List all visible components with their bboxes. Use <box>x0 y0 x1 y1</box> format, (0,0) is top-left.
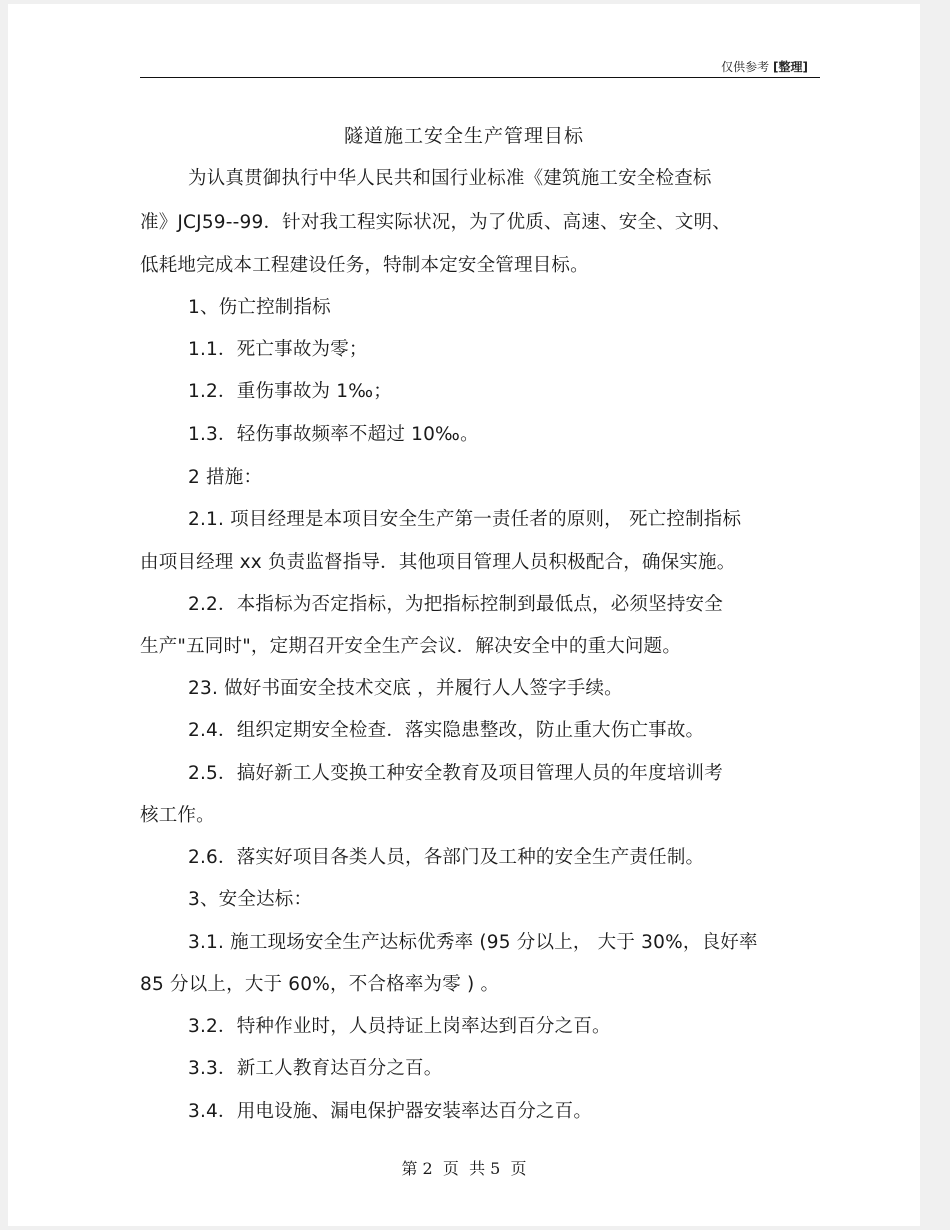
page-number: 第 2 页 共 5 页 <box>401 1159 527 1178</box>
paragraph-line: 准》JCJ59--99．针对我工程实际状况，为了优质、高速、安全、文明、 <box>140 212 731 233</box>
header-note-text: 仅供参考 <box>721 60 770 74</box>
list-item: 2.5．搞好新工人变换工种安全教育及项目管理人员的年度培训考 <box>188 763 723 784</box>
list-item-continuation: 生产"五同时"，定期召开安全生产会议．解决安全中的重大问题。 <box>140 636 682 657</box>
list-item: 1.1．死亡事故为零； <box>188 339 368 360</box>
list-item: 2.4．组织定期安全检查．落实隐患整改，防止重大伤亡事故。 <box>188 720 705 741</box>
list-item: 3.1. 施工现场安全生产达标优秀率 (95 分以上， 大于 30%，良好率 <box>188 932 758 953</box>
list-item-continuation: 85 分以上，大于 60%，不合格率为零 ) 。 <box>140 974 500 995</box>
list-item: 3.2．特种作业时，人员持证上岗率达到百分之百。 <box>188 1016 611 1037</box>
list-item: 2.1. 项目经理是本项目安全生产第一责任者的原则， 死亡控制指标 <box>188 509 742 530</box>
list-item: 3.3．新工人教育达百分之百。 <box>188 1058 443 1079</box>
list-item: 2.6．落实好项目各类人员，各部门及工种的安全生产责任制。 <box>188 847 705 868</box>
list-item-continuation: 由项目经理 xx 负责监督指导．其他项目管理人员积极配合，确保实施。 <box>140 552 736 573</box>
document-page <box>8 4 920 1226</box>
list-item-continuation: 核工作。 <box>140 805 215 826</box>
list-item: 1.2．重伤事故为 1‰； <box>188 381 392 402</box>
list-item: 1.3．轻伤事故频率不超过 10‰。 <box>188 424 479 445</box>
list-item: 3.4．用电设施、漏电保护器安装率达百分之百。 <box>188 1101 593 1122</box>
section-heading: 2 措施： <box>188 467 263 488</box>
paragraph-line: 低耗地完成本工程建设任务，特制本定安全管理目标。 <box>140 255 589 276</box>
list-item: 23. 做好书面安全技术交底 ，并履行人人签字手续。 <box>188 678 623 699</box>
paragraph-line: 为认真贯御执行中华人民共和国行业标准《建筑施工安全检查标 <box>188 168 712 189</box>
header-note-tag: [整理] <box>773 60 808 74</box>
section-heading: 3、安全达标： <box>188 889 313 910</box>
header-note <box>721 58 808 75</box>
header-divider <box>140 77 820 78</box>
document-title: 隧道施工安全生产管理目标 <box>343 125 584 147</box>
section-heading: 1、伤亡控制指标 <box>188 297 331 318</box>
list-item: 2.2．本指标为否定指标，为把指标控制到最低点，必须坚持安全 <box>188 594 723 615</box>
